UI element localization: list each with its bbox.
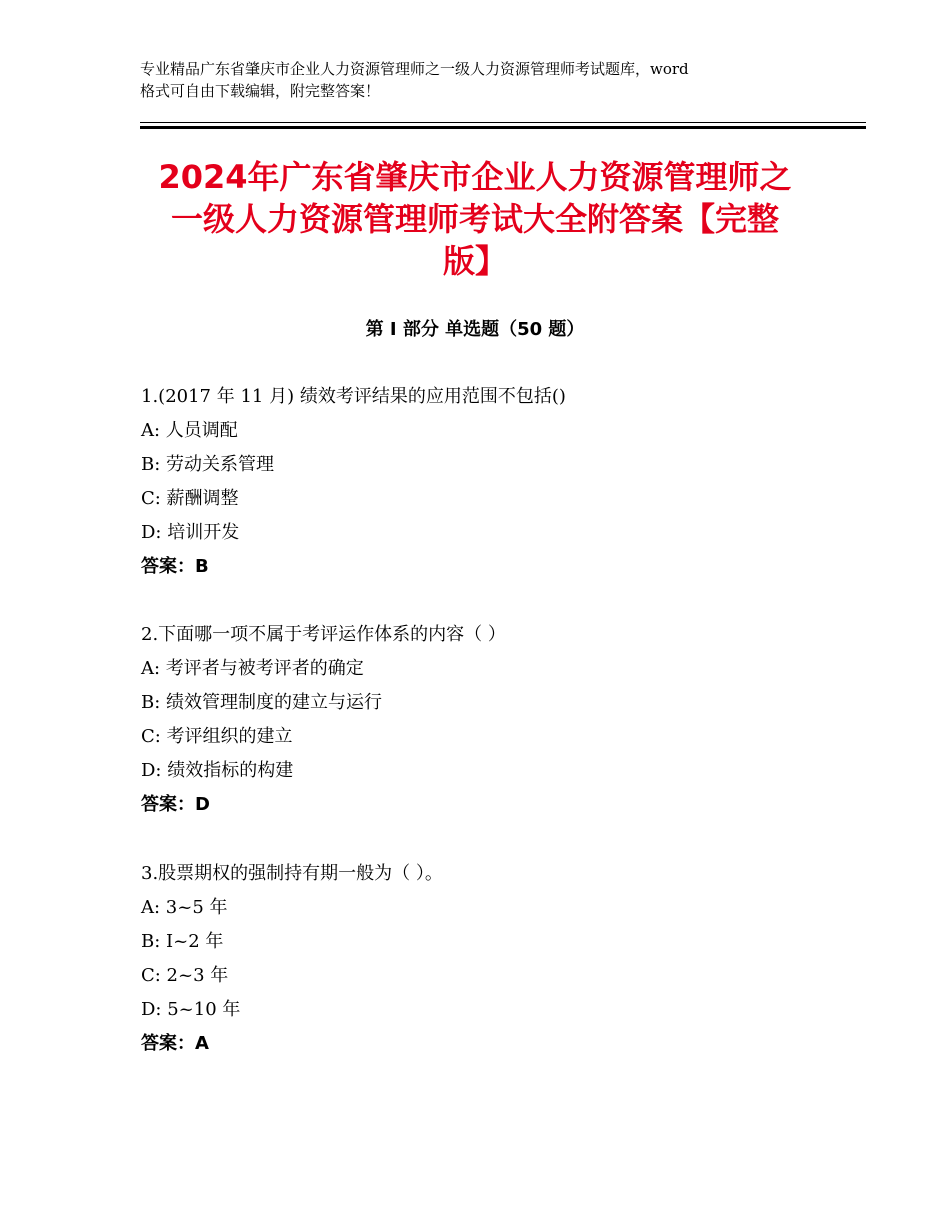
header-divider-thin [140, 122, 866, 123]
title-line: 版】 [442, 242, 507, 280]
section-heading: 第 I 部分 单选题（50 题） [365, 319, 585, 340]
title-line: 2024年广东省肇庆市企业人力资源管理师之 [158, 158, 792, 196]
option-d: D: 培训开发 [141, 522, 240, 543]
option-a: A: 考评者与被考评者的确定 [141, 658, 364, 679]
option-c: C: 考评组织的建立 [141, 726, 293, 747]
option-c: C: 薪酬调整 [141, 488, 239, 509]
title-line: 一级人力资源管理师考试大全附答案【完整 [170, 200, 779, 238]
question-block [141, 380, 861, 584]
question-stem: 3.股票期权的强制持有期一般为（ ）。 [141, 863, 443, 884]
document-title [130, 156, 820, 282]
answer-label: 答案：A [141, 1033, 209, 1054]
question-block [141, 857, 861, 1061]
option-d: D: 5~10 年 [141, 999, 241, 1020]
option-a: A: 人员调配 [141, 420, 238, 441]
answer-label: 答案：D [141, 794, 210, 815]
question-stem: 1.(2017 年 11 月) 绩效考评结果的应用范围不包括() [141, 386, 566, 407]
header-divider-thick [140, 126, 866, 129]
option-a: A: 3~5 年 [141, 897, 228, 918]
header-note-line: 专业精品广东省肇庆市企业人力资源管理师之一级人力资源管理师考试题库，word [140, 60, 689, 78]
option-b: B: I~2 年 [141, 931, 224, 952]
header-note-line: 格式可自由下载编辑，附完整答案！ [140, 82, 381, 100]
answer-label: 答案：B [141, 556, 209, 577]
header-note [140, 58, 830, 102]
question-block [141, 618, 861, 822]
option-d: D: 绩效指标的构建 [141, 760, 294, 781]
question-stem: 2.下面哪一项不属于考评运作体系的内容（ ） [141, 624, 506, 645]
option-c: C: 2~3 年 [141, 965, 229, 986]
option-b: B: 劳动关系管理 [141, 454, 275, 475]
option-b: B: 绩效管理制度的建立与运行 [141, 692, 383, 713]
